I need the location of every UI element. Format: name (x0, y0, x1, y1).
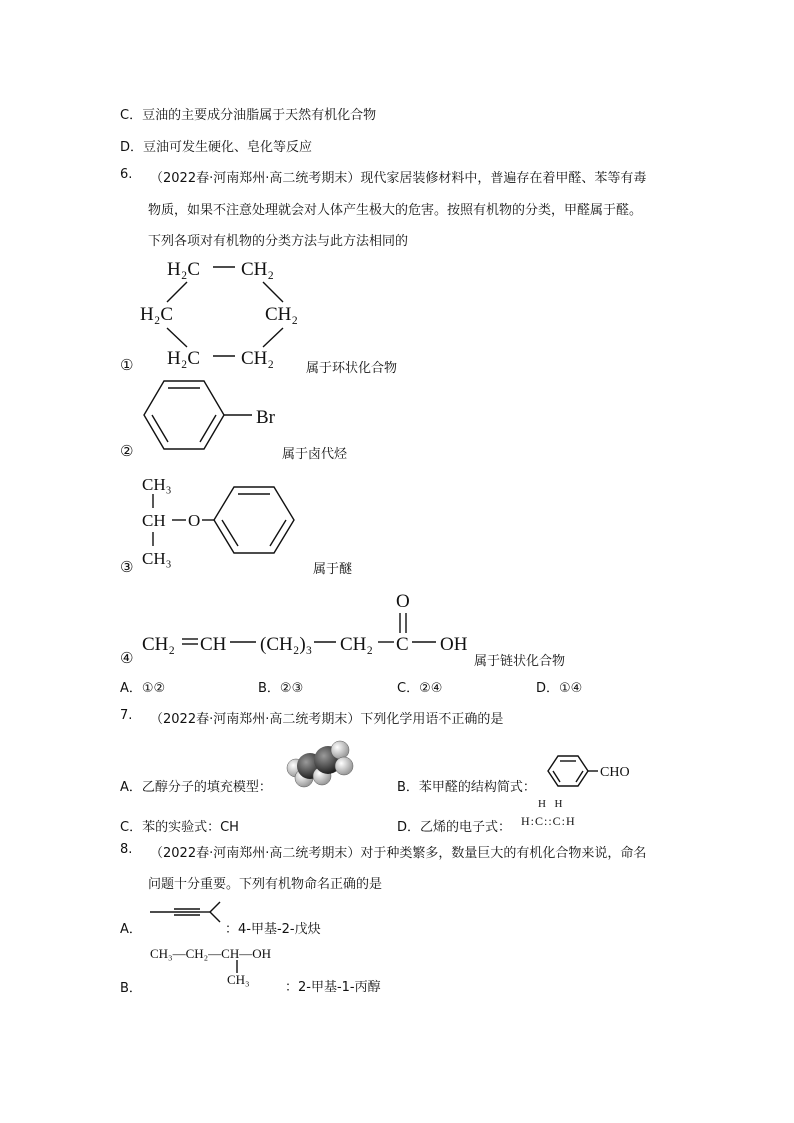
benzaldehyde-structure (546, 754, 646, 790)
ethylene-electron-formula: H:C::C:H (521, 814, 576, 828)
q7-stem: （2022春·河南郑州·高二统考期末）下列化学用语不正确的是 (150, 712, 504, 727)
s4-p4: CH₂ (340, 634, 374, 655)
item3-text: 属于醚 (313, 562, 353, 577)
s4-p1: CH₂ (142, 634, 176, 655)
option-d-prev: D．豆油可发生硬化、皂化等反应 (120, 140, 313, 155)
item2-mark: ② (120, 442, 134, 460)
s1-tr: CH₂ (241, 259, 275, 280)
q6-number: 6. (120, 167, 133, 182)
q6-option-b: B．②③ (258, 681, 304, 696)
q8-option-a-name: ：4-甲基-2-戊炔 (225, 922, 321, 937)
s4-p2: CH (200, 634, 227, 655)
bromobenzene-structure (138, 378, 288, 454)
q8-option-b-formula: CH₃—CH₂—CH—OH (150, 946, 272, 961)
s4-o: O (396, 591, 410, 612)
ethanol-space-filling-model-icon (282, 736, 362, 792)
s1-bl: H₂C (167, 348, 201, 369)
q8-number: 8. (120, 842, 133, 857)
q8-option-b-label: B． (120, 981, 142, 996)
q6-option-a: A．①② (120, 681, 166, 696)
ethylene-h-top: H H (538, 798, 564, 810)
q7-option-a: A．乙醇分子的填充模型： (120, 780, 272, 795)
q6-stem-line1: （2022春·河南郑州·高二统考期末）现代家居装修材料中，普遍存在着甲醛、苯等有毒 (150, 171, 647, 186)
q6-option-d: D．①④ (536, 681, 583, 696)
q7-option-c: C．苯的实验式：CH (120, 820, 239, 835)
s1-tl: H₂C (167, 259, 201, 280)
q6-stem-line2: 物质，如果不注意处理就会对人体产生极大的危害。按照有机物的分类，甲醛属于醛。 (148, 203, 643, 218)
s2-br: Br (256, 407, 275, 428)
cyclohexane-structure (135, 250, 315, 375)
s3-o: O (188, 511, 201, 530)
q7-number: 7. (120, 708, 133, 723)
s4-p3: (CH₂)₃ (260, 634, 313, 655)
item4-mark: ④ (120, 649, 134, 667)
s4-p5: C (396, 634, 409, 655)
item4-text: 属于链状化合物 (474, 654, 566, 669)
s4-p6: OH (440, 634, 468, 655)
methylpentyne-skeleton (148, 900, 228, 926)
q8-option-b-ch3: CH₃ (227, 972, 250, 987)
benzaldehyde-cho: CHO (600, 765, 630, 780)
q8-stem-line2: 问题十分重要。下列有机物命名正确的是 (148, 877, 383, 892)
s1-ml: H₂C (140, 304, 174, 325)
s3-ch3-top: CH₃ (142, 475, 172, 494)
item3-mark: ③ (120, 558, 134, 576)
q7-option-b: B．苯甲醛的结构简式： (397, 780, 536, 795)
q8-option-b-name: ：2-甲基-1-丙醇 (285, 980, 381, 995)
s3-ch: CH (142, 511, 166, 530)
q6-stem-line3: 下列各项对有机物的分类方法与此方法相同的 (148, 234, 409, 249)
q6-option-c: C．②④ (397, 681, 443, 696)
item2-text: 属于卤代烃 (282, 447, 348, 462)
item1-text: 属于环状化合物 (306, 361, 398, 376)
option-c-prev: C．豆油的主要成分油脂属于天然有机化合物 (120, 108, 377, 123)
q7-option-d: D．乙烯的电子式： (397, 820, 512, 835)
s3-ch3-bot: CH₃ (142, 549, 172, 568)
acid-structure (138, 585, 478, 660)
s1-br: CH₂ (241, 348, 275, 369)
item1-mark: ① (120, 356, 134, 374)
ether-structure (138, 468, 318, 578)
s1-mr: CH₂ (265, 304, 299, 325)
q8-option-a-label: A． (120, 922, 142, 937)
q8-stem-line1: （2022春·河南郑州·高二统考期末）对于种类繁多，数量巨大的有机化合物来说，命名 (150, 846, 647, 861)
